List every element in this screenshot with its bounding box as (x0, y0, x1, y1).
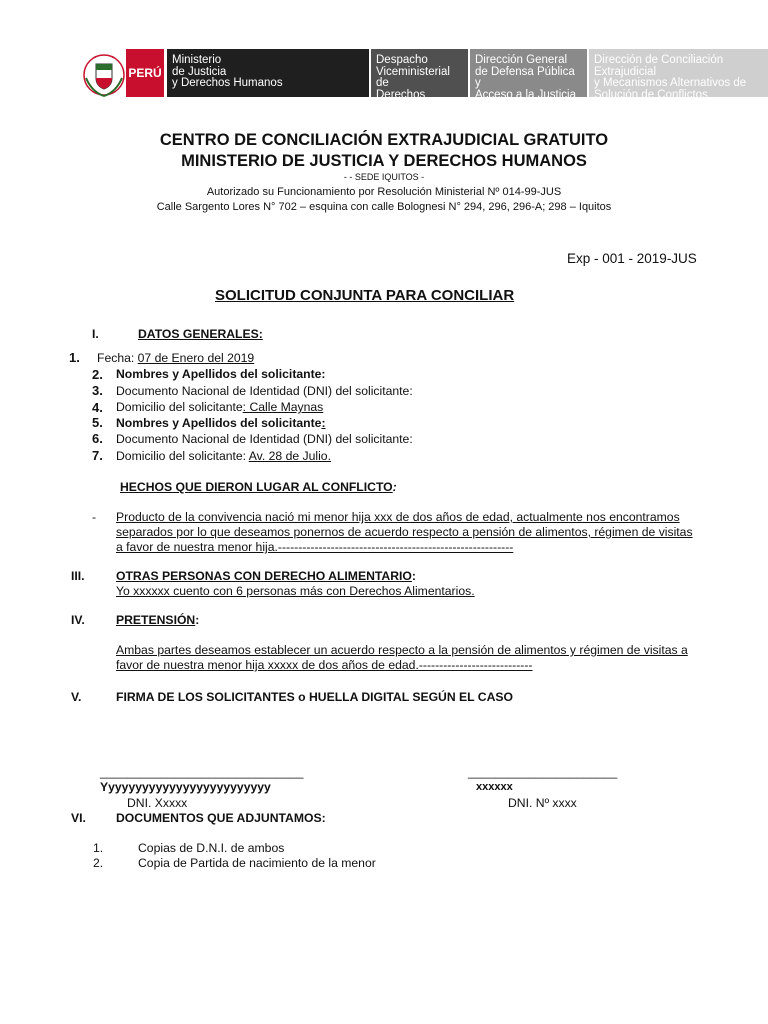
item-6: Documento Nacional de Identidad (DNI) del solicitante: (116, 432, 413, 446)
item-1-number: 1. (69, 350, 80, 365)
item-1: Fecha: 07 de Enero del 2019 (97, 351, 255, 365)
claim-text: Ambas partes deseamos establecer un acuerdo respecto a la pensión de alimentos y régimen de visitas a favor de nuestra menor hija xxxxx de dos años de edad.---------------------------- (116, 643, 688, 672)
address-text: Calle Sargento Lores N° 702 – esquina con calle Bolognesi N° 294, 296, 296-A; 298 – Iquitos (156, 201, 612, 213)
item-6-number: 6. (92, 431, 103, 446)
item-5: Nombres y Apellidos del solicitante: (116, 416, 326, 430)
bullet-dash: - (92, 510, 97, 524)
section-3-text: Yo xxxxxx cuento con 6 personas más con Derechos Alimentarios. (116, 584, 475, 598)
item-2: Nombres y Apellidos del solicitante: (116, 367, 326, 381)
item-3: Documento Nacional de Identidad (DNI) del solicitante: (116, 384, 413, 398)
section-1-title: DATOS GENERALES: (138, 327, 263, 341)
center-title: CENTRO DE CONCILIACIÓN EXTRAJUDICIAL GRATUITO (159, 131, 609, 149)
section-3-number: III. (71, 569, 85, 583)
section-5-title: FIRMA DE LOS SOLICITANTES o HUELLA DIGITAL SEGÚN EL CASO (116, 690, 514, 704)
sede-label: - - SEDE IQUITOS - (343, 172, 425, 182)
conciliation-direction-block: Dirección de Conciliación Extrajudicial y Mecanismos Alternativos de Solución de Conflictos (589, 49, 768, 97)
item-7-number: 7. (92, 448, 103, 463)
signature-name-1: Yyyyyyyyyyyyyyyyyyyyyyyyy (100, 780, 271, 794)
general-direction-block: Dirección General de Defensa Pública y Acceso a la Justicia (470, 49, 587, 97)
section-4-number: IV. (71, 613, 85, 627)
section-3-title: OTRAS PERSONAS CON DERECHO ALIMENTARIO: (116, 569, 416, 583)
section-5-number: V. (71, 690, 82, 704)
signature-line-1: ______________________________ (100, 765, 304, 779)
signature-dni-1: DNI. Xxxxx (127, 796, 188, 810)
section-1-number: I. (92, 327, 99, 341)
item-5-number: 5. (92, 415, 103, 430)
authorization-text: Autorizado su Funcionamiento por Resolución Ministerial Nº 014-99-JUS (206, 186, 562, 198)
document-title: SOLICITUD CONJUNTA PARA CONCILIAR (215, 287, 515, 304)
expediente-number: Exp - 001 - 2019-JUS (567, 251, 697, 266)
conflict-facts: Producto de la convivencia nació mi menor hija xxx de dos años de edad, actualmente nos encontramos separados por lo que deseamos ponernos de acuerdo respecto a pensión de alimentos, régimen de visitas a favor de nuestra menor hija.---------------------------------------------------------- (116, 510, 693, 554)
section-6-number: VI. (71, 811, 86, 825)
section-6-title: DOCUMENTOS QUE ADJUNTAMOS: (116, 811, 326, 825)
item-4: Domicilio del solicitante: Calle Maynas (116, 400, 324, 414)
attachment-2-number: 2. (93, 856, 104, 870)
item-3-number: 3. (92, 383, 103, 398)
header-banner (80, 48, 747, 112)
signature-line-2: ______________________ (468, 765, 618, 779)
vice-ministry-block: Despacho Viceministerial de Derechos Humanos (371, 49, 468, 97)
section-2-title: HECHOS QUE DIERON LUGAR AL CONFLICTO: (120, 480, 397, 494)
attachment-2: Copia de Partida de nacimiento de la menor (138, 856, 376, 870)
attachment-1: Copias de D.N.I. de ambos (138, 841, 285, 855)
item-7: Domicilio del solicitante: Av. 28 de Julio. (116, 449, 331, 463)
ministry-title: MINISTERIO DE JUSTICIA Y DERECHOS HUMANOS (181, 152, 587, 170)
section-4-title: PRETENSIÓN: (116, 613, 200, 627)
signature-dni-2: DNI. Nº xxxx (508, 796, 577, 810)
signature-name-2: xxxxxx (476, 781, 513, 793)
coat-of-arms-icon (82, 48, 126, 102)
peru-brand: PERÚ (126, 49, 164, 97)
item-4-number: 4. (92, 400, 103, 415)
attachment-1-number: 1. (93, 841, 104, 855)
item-2-number: 2. (92, 367, 103, 382)
ministry-block: Ministerio de Justicia y Derechos Humanos (167, 49, 369, 97)
